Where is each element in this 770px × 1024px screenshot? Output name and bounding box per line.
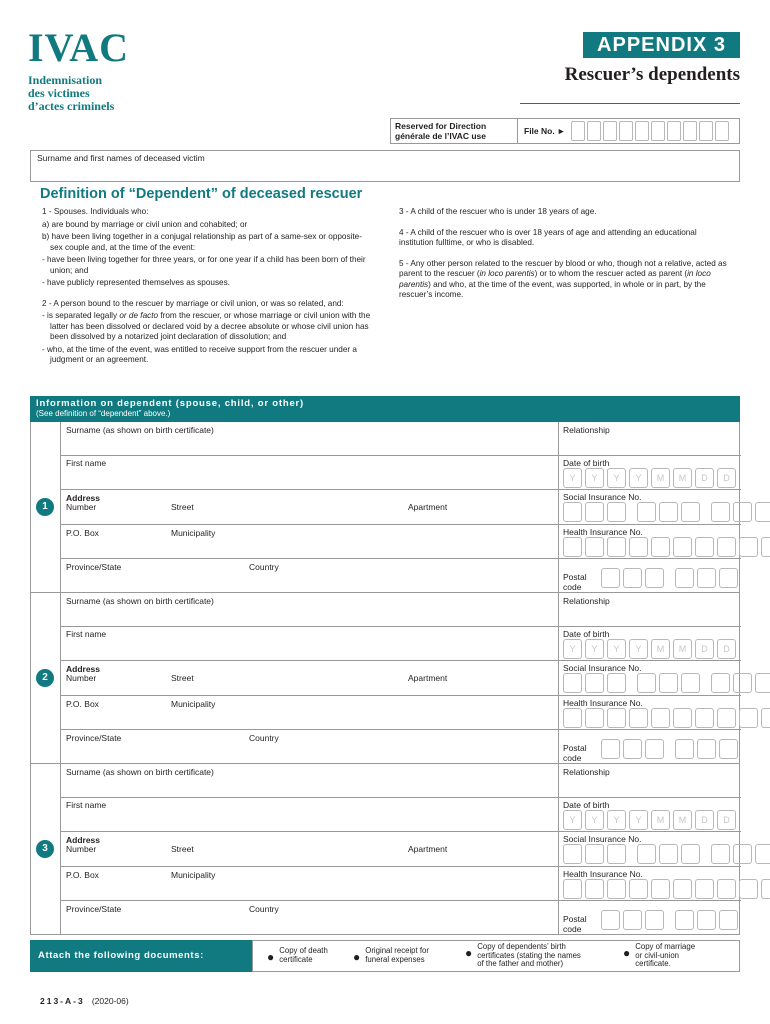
dob-cell[interactable]: Y <box>629 468 648 488</box>
column-divider <box>558 867 559 900</box>
doc-death-certificate <box>267 947 328 967</box>
street-label: Street <box>171 844 194 854</box>
po-box-row <box>61 867 741 901</box>
dob-cell[interactable]: D <box>695 810 714 830</box>
health-cell[interactable] <box>717 537 736 557</box>
surname-row <box>61 422 741 456</box>
doc-line: funeral expenses <box>365 954 425 964</box>
ivac-logo <box>28 25 130 113</box>
sin-label: Social Insurance No. <box>563 663 642 673</box>
dob-cell[interactable]: Y <box>607 639 626 659</box>
doc-line: of the father and mother) <box>477 959 564 969</box>
bullet-icon: ● <box>267 950 275 964</box>
dependent-block-1 <box>30 422 740 593</box>
def-text-em: in loco parentis <box>399 269 711 289</box>
doc-line: Copy of dependents’ birth <box>477 942 566 951</box>
file-cell[interactable] <box>619 121 633 141</box>
apartment-label: Apartment <box>408 502 448 512</box>
sin-cell[interactable] <box>563 844 582 864</box>
def-item-2: 2 - A person bound to the rescuer by marriage or civil union, or was so related, and: <box>42 298 344 308</box>
column-divider <box>558 593 559 626</box>
column-divider <box>558 832 559 866</box>
attach-documents-band <box>30 940 740 972</box>
dependent-number-badge: 3 <box>36 840 54 858</box>
apartment-label: Apartment <box>408 844 448 854</box>
health-cell[interactable] <box>651 879 670 899</box>
po-box-row <box>61 696 741 730</box>
sin-cell[interactable] <box>607 844 626 864</box>
def-item-1: 1 - Spouses. Individuals who: <box>42 207 149 216</box>
postal-label-line: code <box>563 582 582 592</box>
surname-row <box>61 593 741 627</box>
address-row <box>61 490 741 525</box>
dependent-number-column <box>31 593 61 763</box>
health-cell[interactable] <box>651 537 670 557</box>
health-cell[interactable] <box>629 537 648 557</box>
dob-cell[interactable]: D <box>695 639 714 659</box>
sin-cell[interactable] <box>755 673 770 693</box>
logo-sub-line: des victimes <box>28 86 90 100</box>
postal-cell[interactable] <box>697 568 716 588</box>
dob-cell[interactable]: M <box>673 810 692 830</box>
file-cell[interactable] <box>651 121 665 141</box>
health-cell[interactable] <box>673 537 692 557</box>
postal-cell[interactable] <box>719 739 738 759</box>
file-cell[interactable] <box>571 121 585 141</box>
sin-cells[interactable] <box>563 673 770 693</box>
postal-cell[interactable] <box>601 568 620 588</box>
sin-cell[interactable] <box>681 502 700 522</box>
def-item-4: 4 - A child of the rescuer who is over 18 years of age and attending an educational institution fulltime, or who is disabled. <box>399 227 697 247</box>
postal-cell[interactable] <box>697 910 716 930</box>
postal-cell[interactable] <box>675 739 694 759</box>
attach-title: Attach the following documents: <box>38 950 204 961</box>
dob-cell[interactable]: Y <box>563 468 582 488</box>
doc-line: Copy of marriage <box>635 942 696 951</box>
column-divider <box>558 901 559 935</box>
sin-cell[interactable] <box>659 502 678 522</box>
form-code: 213-A-3 <box>40 996 85 1006</box>
dob-cell[interactable]: D <box>717 810 736 830</box>
doc-line: Original receipt for <box>365 946 429 955</box>
surname-label: Surname (as shown on birth certificate) <box>66 596 214 606</box>
first-name-row <box>61 798 741 832</box>
column-divider <box>558 730 559 764</box>
column-divider <box>558 490 559 524</box>
appendix-badge: APPENDIX 3 <box>583 32 740 58</box>
health-cell[interactable] <box>717 708 736 728</box>
postal-label-line: Postal <box>563 743 587 753</box>
postal-code-label <box>563 914 587 934</box>
province-row <box>61 730 741 764</box>
dob-cell[interactable]: M <box>651 468 670 488</box>
form-footer <box>40 996 129 1006</box>
logo-sub-line: Indemnisation <box>28 73 103 87</box>
reserved-label-line: Reserved for Direction <box>395 121 487 131</box>
doc-line: certificates (stating the names <box>477 950 581 960</box>
relationship-label: Relationship <box>563 596 610 606</box>
file-number-field[interactable] <box>517 119 739 143</box>
dob-label: Date of birth <box>563 458 610 468</box>
reserved-label <box>391 119 517 143</box>
sin-cell[interactable] <box>563 502 582 522</box>
sin-cells[interactable] <box>563 844 770 864</box>
number-label: Number <box>66 673 97 683</box>
sin-cell[interactable] <box>637 844 656 864</box>
health-insurance-label: Health Insurance No. <box>563 698 643 708</box>
file-cell[interactable] <box>603 121 617 141</box>
postal-cell[interactable] <box>623 739 642 759</box>
file-cell[interactable] <box>699 121 713 141</box>
dependent-number-badge: 1 <box>36 498 54 516</box>
dependent-info-subtitle: (See definition of “dependent” above.) <box>36 409 171 418</box>
health-cell[interactable] <box>585 537 604 557</box>
postal-cell[interactable] <box>675 910 694 930</box>
doc-line: Copy of death <box>279 946 328 955</box>
def-text: - is separated legally <box>42 311 120 320</box>
sin-cell[interactable] <box>563 673 582 693</box>
column-divider <box>558 627 559 660</box>
address-label: Address <box>66 835 101 845</box>
postal-label-line: Postal <box>563 572 587 582</box>
postal-cell[interactable] <box>623 568 642 588</box>
sin-cells[interactable] <box>563 502 770 522</box>
first-name-row <box>61 627 741 661</box>
dob-label: Date of birth <box>563 629 610 639</box>
definition-right-column <box>399 207 729 303</box>
address-row <box>61 661 741 696</box>
postal-cell[interactable] <box>719 910 738 930</box>
po-box-label: P.O. Box <box>66 528 99 538</box>
health-cell[interactable] <box>585 708 604 728</box>
victim-name-field[interactable] <box>30 150 740 182</box>
postal-code-label <box>563 572 587 592</box>
doc-line: certificate <box>279 954 313 964</box>
health-insurance-label: Health Insurance No. <box>563 869 643 879</box>
health-cell[interactable] <box>563 537 582 557</box>
health-insurance-cells[interactable] <box>563 537 770 557</box>
sin-cell[interactable] <box>607 502 626 522</box>
definition-left-column <box>42 207 372 368</box>
sin-cell[interactable] <box>637 673 656 693</box>
dob-label: Date of birth <box>563 800 610 810</box>
country-label: Country <box>249 904 279 914</box>
sin-cell[interactable] <box>711 673 730 693</box>
health-cell[interactable] <box>563 879 582 899</box>
attach-documents-list <box>252 940 740 972</box>
postal-label-line: code <box>563 753 582 763</box>
health-cell[interactable] <box>673 879 692 899</box>
dob-cell[interactable]: M <box>651 810 670 830</box>
sin-cell[interactable] <box>681 673 700 693</box>
file-cell[interactable] <box>715 121 729 141</box>
postal-cell[interactable] <box>601 739 620 759</box>
health-insurance-cells[interactable] <box>563 708 770 728</box>
health-cell[interactable] <box>761 879 770 899</box>
def-item-1a: a) are bound by marriage or civil union and cohabited; or <box>42 219 248 229</box>
sin-cell[interactable] <box>607 673 626 693</box>
relationship-label: Relationship <box>563 425 610 435</box>
address-label: Address <box>66 493 101 503</box>
def-text: 5 - Any other person related to the rescuer by blood or who, though not a relative, acted as parent to the rescuer ( <box>399 258 727 278</box>
first-name-label: First name <box>66 800 107 810</box>
health-cell[interactable] <box>585 879 604 899</box>
file-cell[interactable] <box>587 121 601 141</box>
def-item-1b1: - have been living together for three years, or for one year if a child has been born of their union; and <box>42 255 366 275</box>
dob-cell[interactable]: Y <box>585 639 604 659</box>
postal-cell[interactable] <box>645 568 664 588</box>
dob-cell[interactable]: Y <box>607 468 626 488</box>
postal-code-cells[interactable] <box>601 568 738 588</box>
def-item-3: 3 - A child of the rescuer who is under 18 years of age. <box>399 207 597 216</box>
postal-label-line: code <box>563 924 582 934</box>
health-cell[interactable] <box>739 879 758 899</box>
column-divider <box>558 456 559 489</box>
dob-cell[interactable]: M <box>673 639 692 659</box>
sin-label: Social Insurance No. <box>563 834 642 844</box>
municipality-label: Municipality <box>171 699 216 709</box>
sin-cell[interactable] <box>659 844 678 864</box>
country-label: Country <box>249 562 279 572</box>
file-cell[interactable] <box>683 121 697 141</box>
surname-label: Surname (as shown on birth certificate) <box>66 767 214 777</box>
doc-marriage-certificate <box>623 943 695 969</box>
sin-cell[interactable] <box>733 502 752 522</box>
bullet-icon: ● <box>353 950 361 964</box>
health-cell[interactable] <box>629 708 648 728</box>
def-item-5 <box>399 259 729 301</box>
doc-line: certificate. <box>635 959 671 969</box>
document-title: Rescuer’s dependents <box>564 64 740 85</box>
health-cell[interactable] <box>761 708 770 728</box>
postal-cell[interactable] <box>697 739 716 759</box>
dob-cells[interactable] <box>563 468 736 488</box>
def-item-1b: b) have been living together in a conjugal relationship as part of a same-sex or opposite-sex couple and, at the time of the event: <box>42 232 362 252</box>
province-row <box>61 901 741 935</box>
def-text: ) or to whom the rescuer acted as parent ( <box>534 269 688 278</box>
surname-label: Surname (as shown on birth certificate) <box>66 425 214 435</box>
po-box-label: P.O. Box <box>66 699 99 709</box>
dob-cell[interactable]: Y <box>563 639 582 659</box>
address-row <box>61 832 741 867</box>
reserved-box <box>390 118 740 144</box>
number-label: Number <box>66 844 97 854</box>
postal-code-cells[interactable] <box>601 910 738 930</box>
health-cell[interactable] <box>651 708 670 728</box>
surname-row <box>61 764 741 798</box>
sin-cell[interactable] <box>755 844 770 864</box>
dob-cells[interactable] <box>563 639 736 659</box>
column-divider <box>558 525 559 558</box>
column-divider <box>558 764 559 797</box>
dob-cell[interactable]: D <box>717 639 736 659</box>
sin-cell[interactable] <box>711 844 730 864</box>
dependent-block-2 <box>30 593 740 764</box>
postal-code-cells[interactable] <box>601 739 738 759</box>
sin-cell[interactable] <box>681 844 700 864</box>
logo-mark: IVAC <box>28 25 130 70</box>
municipality-label: Municipality <box>171 870 216 880</box>
logo-subtitle <box>28 74 128 113</box>
po-box-label: P.O. Box <box>66 870 99 880</box>
sin-cell[interactable] <box>711 502 730 522</box>
title-rule <box>520 103 740 104</box>
health-cell[interactable] <box>607 537 626 557</box>
column-divider <box>558 798 559 831</box>
postal-cell[interactable] <box>675 568 694 588</box>
def-text: ) and who, at the time of the event, was supported, in whole or in part, by the rescuer’s income. <box>399 279 706 299</box>
def-item-2a <box>42 311 372 343</box>
province-label: Province/State <box>66 904 122 914</box>
reserved-label-line: générale de l’IVAC use <box>395 131 487 141</box>
file-cell[interactable] <box>635 121 649 141</box>
po-box-row <box>61 525 741 559</box>
bullet-icon: ● <box>465 946 473 960</box>
dob-cell[interactable]: Y <box>607 810 626 830</box>
dob-cell[interactable]: M <box>651 639 670 659</box>
sin-cell[interactable] <box>755 502 770 522</box>
dependent-info-header <box>30 396 740 422</box>
column-divider <box>558 559 559 593</box>
relationship-label: Relationship <box>563 767 610 777</box>
postal-label-line: Postal <box>563 914 587 924</box>
dob-cell[interactable]: D <box>695 468 714 488</box>
apartment-label: Apartment <box>408 673 448 683</box>
province-row <box>61 559 741 593</box>
doc-birth-certificates <box>465 943 581 969</box>
first-name-label: First name <box>66 458 107 468</box>
health-cell[interactable] <box>717 879 736 899</box>
health-insurance-label: Health Insurance No. <box>563 527 643 537</box>
column-divider <box>558 696 559 729</box>
dependent-info-title: Information on dependent (spouse, child, or other) <box>36 398 304 409</box>
postal-cell[interactable] <box>645 739 664 759</box>
dob-cell[interactable]: Y <box>585 810 604 830</box>
file-cell[interactable] <box>667 121 681 141</box>
province-label: Province/State <box>66 562 122 572</box>
dependent-number-column <box>31 422 61 592</box>
column-divider <box>558 422 559 455</box>
health-cell[interactable] <box>629 879 648 899</box>
first-name-label: First name <box>66 629 107 639</box>
postal-cell[interactable] <box>623 910 642 930</box>
health-cell[interactable] <box>607 708 626 728</box>
dependent-number-badge: 2 <box>36 669 54 687</box>
form-date: (2020-06) <box>91 996 129 1006</box>
health-cell[interactable] <box>761 537 770 557</box>
first-name-row <box>61 456 741 490</box>
file-number-cells[interactable] <box>571 121 729 141</box>
dob-cell[interactable]: M <box>673 468 692 488</box>
bullet-icon: ● <box>623 946 631 960</box>
health-cell[interactable] <box>673 708 692 728</box>
dob-cells[interactable] <box>563 810 736 830</box>
sin-cell[interactable] <box>659 673 678 693</box>
country-label: Country <box>249 733 279 743</box>
sin-cell[interactable] <box>585 673 604 693</box>
postal-cell[interactable] <box>601 910 620 930</box>
sin-cell[interactable] <box>637 502 656 522</box>
health-cell[interactable] <box>739 537 758 557</box>
sin-label: Social Insurance No. <box>563 492 642 502</box>
health-cell[interactable] <box>607 879 626 899</box>
sin-cell[interactable] <box>585 502 604 522</box>
dob-cell[interactable]: D <box>717 468 736 488</box>
health-insurance-cells[interactable] <box>563 879 770 899</box>
file-number-label: File No. ► <box>524 126 566 136</box>
health-cell[interactable] <box>563 708 582 728</box>
postal-code-label <box>563 743 587 763</box>
province-label: Province/State <box>66 733 122 743</box>
def-item-2b: - who, at the time of the event, was entitled to receive support from the rescuer under a judgment or an agreement. <box>42 344 357 364</box>
sin-cell[interactable] <box>733 844 752 864</box>
def-item-1b2: - have publicly represented themselves as spouses. <box>42 278 230 287</box>
dependent-number-column <box>31 764 61 934</box>
victim-name-label: Surname and first names of deceased victim <box>37 153 205 163</box>
dob-cell[interactable]: Y <box>585 468 604 488</box>
health-cell[interactable] <box>695 708 714 728</box>
sin-cell[interactable] <box>585 844 604 864</box>
municipality-label: Municipality <box>171 528 216 538</box>
definition-title: Definition of “Dependent” of deceased rescuer <box>40 186 363 202</box>
dob-cell[interactable]: Y <box>563 810 582 830</box>
street-label: Street <box>171 673 194 683</box>
dob-cell[interactable]: Y <box>629 810 648 830</box>
street-label: Street <box>171 502 194 512</box>
doc-line: or civil-union <box>635 950 680 960</box>
dependent-block-3 <box>30 764 740 935</box>
health-cell[interactable] <box>695 537 714 557</box>
def-text-em: in loco parentis <box>479 269 535 278</box>
column-divider <box>558 661 559 695</box>
sin-cell[interactable] <box>733 673 752 693</box>
postal-cell[interactable] <box>645 910 664 930</box>
def-text: from the rescuer, or whose marriage or civil union with the latter has been dissolved or declared void by a decree absolute or whose civil union has been dissolved by a notarized joint declaration of dissolution; and <box>50 311 371 341</box>
number-label: Number <box>66 502 97 512</box>
address-label: Address <box>66 664 101 674</box>
health-cell[interactable] <box>739 708 758 728</box>
def-text-em: or de facto <box>119 311 159 320</box>
logo-sub-line: d’actes criminels <box>28 99 115 113</box>
postal-cell[interactable] <box>719 568 738 588</box>
health-cell[interactable] <box>695 879 714 899</box>
dob-cell[interactable]: Y <box>629 639 648 659</box>
doc-funeral-receipt <box>353 947 429 967</box>
